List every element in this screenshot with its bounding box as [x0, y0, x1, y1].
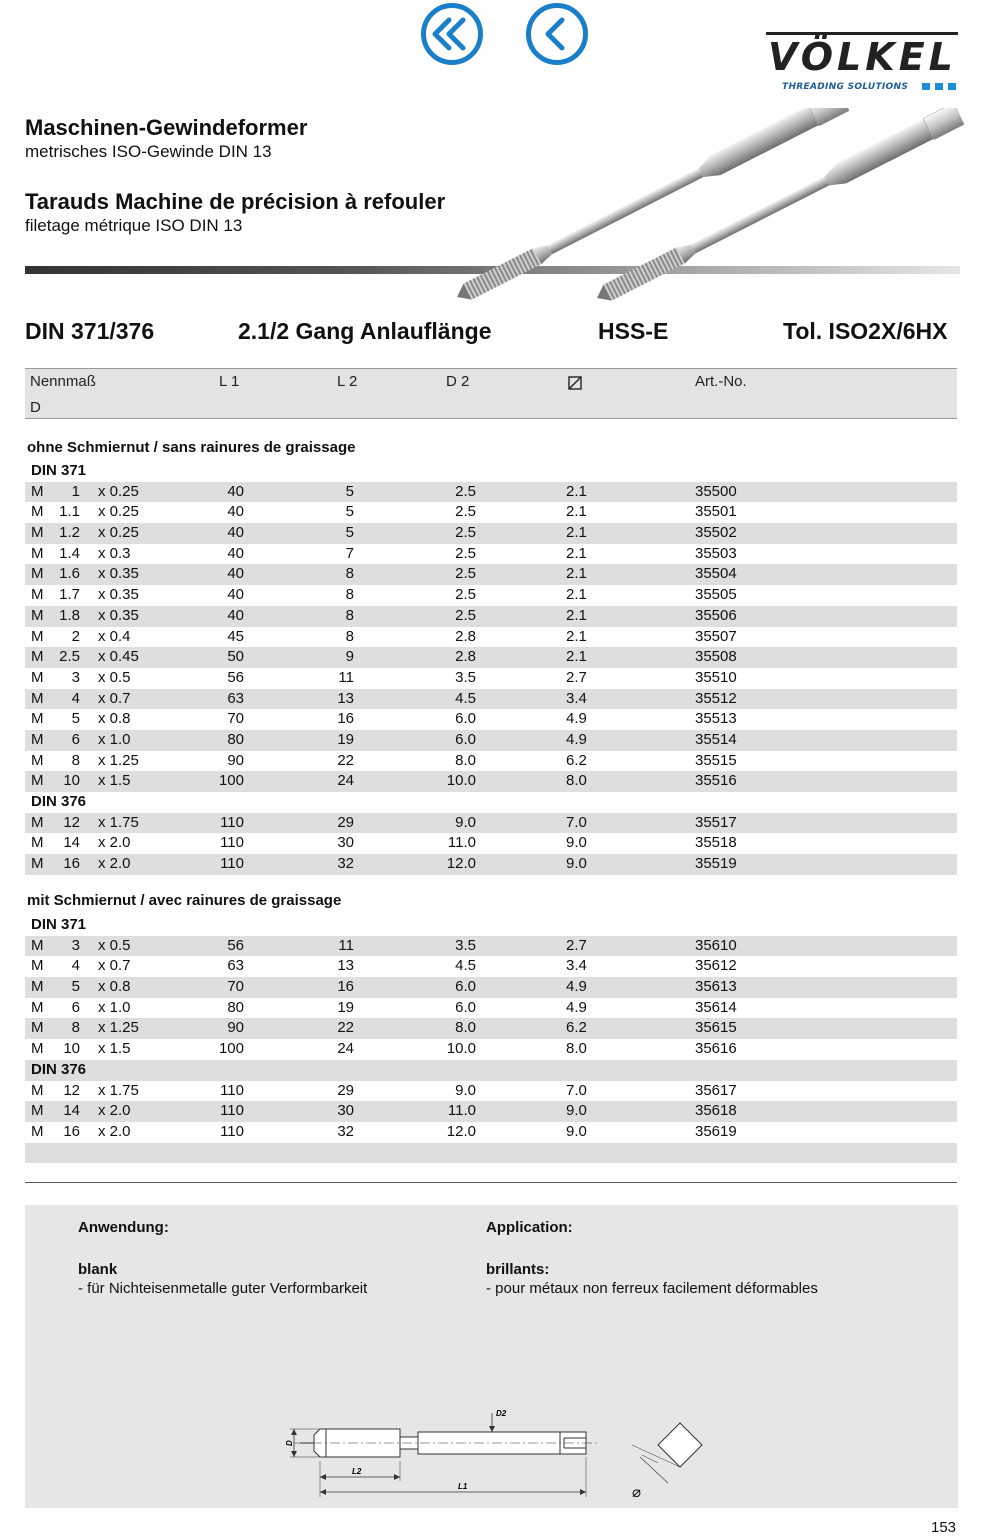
table-row: [25, 668, 957, 689]
cell-art-no: 35617: [695, 1081, 737, 1099]
application-heading-de: Anwendung:: [78, 1219, 169, 1236]
cell-d2: 4.5: [455, 689, 476, 707]
cell-nominal-diameter: 6: [71, 730, 80, 748]
cell-pitch: x 0.45: [98, 648, 139, 666]
cell-thread-prefix: M: [31, 544, 44, 562]
cell-nominal-diameter: 1.2: [59, 524, 80, 542]
cell-pitch: x 1.5: [98, 1040, 131, 1058]
cell-thread-prefix: M: [31, 627, 44, 645]
cell-d2: 6.0: [455, 978, 476, 996]
cell-pitch: x 0.35: [98, 606, 139, 624]
cell-art-no: 35619: [695, 1122, 737, 1140]
cell-thread-prefix: M: [31, 606, 44, 624]
cell-square: 2.7: [566, 936, 587, 954]
application-desc-fr: - pour métaux non ferreux facilement déformables: [486, 1280, 818, 1297]
table-row: [25, 1081, 957, 1102]
table-row: [25, 1018, 957, 1039]
cell-l2: 11: [338, 936, 354, 954]
cell-l1: 80: [227, 730, 244, 748]
chevron-left-icon[interactable]: [525, 2, 589, 66]
cell-l1: 100: [218, 772, 244, 790]
table-row: [25, 1039, 957, 1060]
cell-art-no: 35508: [695, 648, 737, 666]
cell-d2: 11.0: [447, 1102, 476, 1120]
cell-square: 9.0: [566, 1122, 587, 1140]
cell-square: 4.9: [566, 730, 587, 748]
cell-nominal-diameter: 2.5: [59, 648, 80, 666]
cell-l1: 70: [227, 710, 244, 728]
cell-art-no: 35616: [695, 1040, 737, 1058]
cell-l1: 63: [227, 957, 244, 975]
cell-pitch: x 2.0: [98, 1122, 131, 1140]
cell-pitch: x 1.0: [98, 998, 131, 1016]
page-number: 153: [931, 1519, 957, 1536]
logo-wordmark: VÖLKEL: [768, 35, 957, 79]
col-header-art-no: Art.-No.: [695, 373, 747, 390]
application-desc-de: - für Nichteisenmetalle guter Verformbarkeit: [78, 1280, 368, 1297]
cell-nominal-diameter: 1.7: [59, 586, 80, 604]
cell-l1: 80: [227, 998, 244, 1016]
cell-l2: 24: [337, 772, 354, 790]
cell-nominal-diameter: 1.8: [59, 606, 80, 624]
table-row: [25, 502, 957, 523]
cell-pitch: x 2.0: [98, 855, 131, 873]
double-chevron-left-icon[interactable]: [420, 2, 484, 66]
cell-l2: 5: [345, 482, 354, 500]
cell-pitch: x 0.7: [98, 689, 131, 707]
cell-pitch: x 1.75: [98, 813, 139, 831]
cell-pitch: x 2.0: [98, 1102, 131, 1120]
table-section-without-groove: [25, 461, 957, 875]
cell-nominal-diameter: 3: [71, 936, 80, 954]
table-row: [25, 956, 957, 977]
cell-pitch: x 1.5: [98, 772, 131, 790]
cell-l2: 32: [337, 1122, 354, 1140]
table-row: [25, 606, 957, 627]
spec-material: HSS-E: [598, 318, 669, 344]
cell-d2: 2.5: [455, 565, 476, 583]
cell-nominal-diameter: 12: [63, 813, 80, 831]
spec-norm: DIN 371/376: [25, 318, 155, 344]
cell-square: 4.9: [566, 978, 587, 996]
cell-l1: 110: [220, 813, 244, 831]
cell-nominal-diameter: 6: [71, 998, 80, 1016]
cell-pitch: x 0.35: [98, 565, 139, 583]
cell-thread-prefix: M: [31, 978, 44, 996]
divider: [25, 1182, 957, 1183]
cell-square: 7.0: [566, 1081, 587, 1099]
cell-art-no: 35504: [695, 565, 737, 583]
cell-pitch: x 0.25: [98, 524, 139, 542]
cell-d2: 2.5: [455, 524, 476, 542]
cell-nominal-diameter: 8: [71, 1019, 80, 1037]
cell-art-no: 35510: [695, 668, 737, 686]
cell-thread-prefix: M: [31, 1122, 44, 1140]
cell-l1: 63: [227, 689, 244, 707]
cell-l1: 40: [227, 482, 244, 500]
cell-art-no: 35513: [695, 710, 737, 728]
section-title-with-groove: mit Schmiernut / avec rainures de graissage: [27, 892, 342, 909]
cell-l2: 16: [337, 710, 354, 728]
cell-l2: 8: [345, 586, 354, 604]
table-section-with-groove: [25, 915, 957, 1163]
cell-thread-prefix: M: [31, 834, 44, 852]
cell-thread-prefix: M: [31, 668, 44, 686]
cell-d2: 10.0: [446, 1040, 476, 1058]
cell-d2: 2.5: [455, 586, 476, 604]
cell-pitch: x 0.8: [98, 978, 131, 996]
cell-thread-prefix: M: [31, 1081, 44, 1099]
page-subtitle-fr: filetage métrique ISO DIN 13: [25, 216, 243, 235]
cell-l1: 50: [227, 648, 244, 666]
cell-art-no: 35519: [695, 855, 737, 873]
cell-thread-prefix: M: [31, 648, 44, 666]
cell-l2: 30: [337, 834, 354, 852]
cell-art-no: 35503: [695, 544, 737, 562]
cell-pitch: x 0.35: [98, 586, 139, 604]
cell-art-no: 35501: [695, 503, 737, 521]
cell-square: 2.1: [566, 648, 587, 666]
dim-label-l1: L1: [458, 1482, 468, 1491]
cell-l1: 40: [227, 544, 244, 562]
cell-art-no: 35506: [695, 606, 737, 624]
cell-l2: 5: [345, 503, 354, 521]
dim-label-l2: L2: [352, 1467, 362, 1476]
cell-square: 7.0: [566, 813, 587, 831]
cell-d2: 10.0: [446, 772, 476, 790]
group-label: DIN 376: [31, 793, 87, 810]
cell-l2: 29: [337, 1081, 354, 1099]
table-row: [25, 647, 957, 668]
cell-l1: 40: [227, 586, 244, 604]
table-row: [25, 1101, 957, 1122]
cell-l1: 40: [227, 524, 244, 542]
cell-nominal-diameter: 14: [63, 1102, 80, 1120]
cell-square: 6.2: [566, 1019, 587, 1037]
cell-art-no: 35618: [695, 1102, 737, 1120]
cell-square: 6.2: [566, 751, 587, 769]
col-header-l2: L 2: [337, 373, 358, 390]
cell-nominal-diameter: 16: [63, 855, 80, 873]
cell-square: 2.1: [566, 565, 587, 583]
cell-square: 2.1: [566, 627, 587, 645]
section-title-without-groove: ohne Schmiernut / sans rainures de graissage: [27, 439, 356, 456]
cell-square: 2.1: [566, 524, 587, 542]
table-row: [25, 564, 957, 585]
application-type-fr: brillants:: [486, 1261, 550, 1278]
cell-d2: 11.0: [447, 834, 476, 852]
cell-d2: 2.5: [455, 482, 476, 500]
cell-l1: 45: [227, 627, 244, 645]
cell-nominal-diameter: 5: [71, 710, 80, 728]
cell-nominal-diameter: 8: [71, 751, 80, 769]
cell-thread-prefix: M: [31, 751, 44, 769]
cell-art-no: 35615: [695, 1019, 737, 1037]
cell-pitch: x 0.3: [98, 544, 131, 562]
spec-chamfer: 2.1/2 Gang Anlauflänge: [238, 318, 492, 344]
table-row: [25, 977, 957, 998]
cell-d2: 9.0: [455, 1081, 476, 1099]
cell-art-no: 35502: [695, 524, 737, 542]
cell-pitch: x 0.25: [98, 503, 139, 521]
cell-l1: 110: [220, 1122, 244, 1140]
cell-art-no: 35515: [695, 751, 737, 769]
group-row-din-371: [25, 461, 957, 482]
cell-pitch: x 0.4: [98, 627, 131, 645]
cell-pitch: x 2.0: [98, 834, 131, 852]
cell-l1: 110: [220, 855, 244, 873]
cell-pitch: x 0.5: [98, 668, 131, 686]
cell-l2: 13: [337, 957, 354, 975]
cell-square: 8.0: [566, 1040, 587, 1058]
cell-l1: 90: [227, 1019, 244, 1037]
table-row: [25, 689, 957, 710]
dim-label-d2: D2: [496, 1409, 507, 1418]
cell-d2: 4.5: [455, 957, 476, 975]
cell-nominal-diameter: 10: [63, 1040, 80, 1058]
cell-art-no: 35614: [695, 998, 737, 1016]
group-row-din-371: [25, 915, 957, 936]
cell-l2: 7: [345, 544, 354, 562]
cell-pitch: x 1.25: [98, 751, 139, 769]
table-row: [25, 813, 957, 834]
table-end-row: [25, 1143, 957, 1164]
cell-d2: 6.0: [455, 710, 476, 728]
cell-d2: 12.0: [446, 1122, 476, 1140]
cell-l2: 29: [337, 813, 354, 831]
cell-nominal-diameter: 4: [71, 957, 80, 975]
cell-nominal-diameter: 10: [63, 772, 80, 790]
cell-thread-prefix: M: [31, 689, 44, 707]
logo-square: [935, 83, 943, 90]
cell-pitch: x 0.5: [98, 936, 131, 954]
logo-tagline: THREADING SOLUTIONS: [782, 82, 909, 92]
table-row: [25, 544, 957, 565]
cell-thread-prefix: M: [31, 482, 44, 500]
col-header-nominal: Nennmaß: [30, 373, 96, 390]
cell-pitch: x 0.25: [98, 482, 139, 500]
cell-square: 9.0: [566, 834, 587, 852]
cell-thread-prefix: M: [31, 1040, 44, 1058]
technical-drawing: [280, 1405, 720, 1505]
cell-nominal-diameter: 4: [71, 689, 80, 707]
cell-nominal-diameter: 5: [71, 978, 80, 996]
cell-nominal-diameter: 1.1: [59, 503, 80, 521]
cell-nominal-diameter: 1.6: [59, 565, 80, 583]
cell-d2: 6.0: [455, 730, 476, 748]
cell-nominal-diameter: 16: [63, 1122, 80, 1140]
cell-l1: 56: [227, 936, 244, 954]
col-header-nominal-d: D: [30, 399, 41, 416]
cell-l2: 19: [337, 730, 354, 748]
cell-thread-prefix: M: [31, 772, 44, 790]
cell-l1: 56: [227, 668, 244, 686]
cell-thread-prefix: M: [31, 998, 44, 1016]
cell-l2: 16: [337, 978, 354, 996]
table-row: [25, 730, 957, 751]
table-row: [25, 998, 957, 1019]
cell-l1: 40: [227, 565, 244, 583]
cell-d2: 3.5: [455, 936, 476, 954]
table-row: [25, 627, 957, 648]
cell-nominal-diameter: 1: [71, 482, 80, 500]
logo-square: [948, 83, 956, 90]
cell-d2: 8.0: [455, 751, 476, 769]
col-header-d2: D 2: [446, 373, 470, 390]
cell-l2: 9: [345, 648, 354, 666]
cell-d2: 2.5: [455, 544, 476, 562]
table-row: [25, 585, 957, 606]
page-title-fr: Tarauds Machine de précision à refouler: [25, 189, 446, 214]
cell-pitch: x 0.7: [98, 957, 131, 975]
cell-square: 8.0: [566, 772, 587, 790]
cell-art-no: 35507: [695, 627, 737, 645]
cell-pitch: x 1.25: [98, 1019, 139, 1037]
cell-square: 3.4: [566, 957, 587, 975]
cell-thread-prefix: M: [31, 855, 44, 873]
cell-thread-prefix: M: [31, 936, 44, 954]
cell-d2: 2.8: [455, 648, 476, 666]
cell-d2: 3.5: [455, 668, 476, 686]
cell-pitch: x 0.8: [98, 710, 131, 728]
table-row: [25, 709, 957, 730]
cell-l2: 11: [338, 668, 354, 686]
cell-square: 3.4: [566, 689, 587, 707]
group-row-din-376: [25, 792, 957, 813]
table-row: [25, 523, 957, 544]
application-heading-fr: Application:: [486, 1219, 573, 1236]
cell-thread-prefix: M: [31, 1019, 44, 1037]
logo-square: [922, 83, 930, 90]
cell-d2: 12.0: [446, 855, 476, 873]
cell-nominal-diameter: 12: [63, 1081, 80, 1099]
cell-pitch: x 1.0: [98, 730, 131, 748]
table-row: [25, 771, 957, 792]
cell-square: 4.9: [566, 710, 587, 728]
cell-l2: 8: [345, 606, 354, 624]
spec-tolerance: Tol. ISO2X/6HX: [783, 318, 948, 344]
cell-art-no: 35517: [695, 813, 737, 831]
cell-square: 9.0: [566, 1102, 587, 1120]
cell-l1: 70: [227, 978, 244, 996]
cell-l1: 110: [220, 834, 244, 852]
cell-d2: 8.0: [455, 1019, 476, 1037]
table-row: [25, 751, 957, 772]
cell-l1: 40: [227, 606, 244, 624]
cell-art-no: 35612: [695, 957, 737, 975]
cell-square: 2.7: [566, 668, 587, 686]
cell-thread-prefix: M: [31, 524, 44, 542]
dim-label-d: D: [285, 1440, 294, 1446]
cell-d2: 2.5: [455, 503, 476, 521]
cell-l1: 110: [220, 1102, 244, 1120]
cell-art-no: 35500: [695, 482, 737, 500]
cell-thread-prefix: M: [31, 503, 44, 521]
group-row-din-376: [25, 1060, 957, 1081]
page-subtitle-de: metrisches ISO-Gewinde DIN 13: [25, 142, 272, 161]
cell-square: 4.9: [566, 998, 587, 1016]
cell-nominal-diameter: 3: [71, 668, 80, 686]
square-diagonal-icon: [568, 376, 582, 390]
group-label: DIN 371: [31, 916, 87, 933]
cell-art-no: 35512: [695, 689, 737, 707]
cell-art-no: 35518: [695, 834, 737, 852]
cell-l2: 32: [337, 855, 354, 873]
voelkel-logo: [766, 30, 960, 94]
cell-art-no: 35613: [695, 978, 737, 996]
cell-art-no: 35516: [695, 772, 737, 790]
table-header: [25, 368, 957, 419]
cell-thread-prefix: M: [31, 1102, 44, 1120]
table-row: [25, 936, 957, 957]
cell-l1: 40: [227, 503, 244, 521]
cell-square: 2.1: [566, 606, 587, 624]
cell-l2: 24: [337, 1040, 354, 1058]
cell-nominal-diameter: 1.4: [59, 544, 80, 562]
square-size-symbol: ⌀: [632, 1483, 642, 1501]
cell-square: 9.0: [566, 855, 587, 873]
cell-square: 2.1: [566, 586, 587, 604]
cell-pitch: x 1.75: [98, 1081, 139, 1099]
cell-nominal-diameter: 2: [71, 627, 80, 645]
group-label: DIN 371: [31, 462, 87, 479]
cell-d2: 6.0: [455, 998, 476, 1016]
cell-art-no: 35505: [695, 586, 737, 604]
table-row: [25, 833, 957, 854]
cell-l2: 8: [345, 627, 354, 645]
table-row: [25, 854, 957, 875]
cell-d2: 2.5: [455, 606, 476, 624]
cell-l2: 19: [337, 998, 354, 1016]
cell-d2: 2.8: [455, 627, 476, 645]
cell-art-no: 35610: [695, 936, 737, 954]
col-header-l1: L 1: [219, 373, 240, 390]
page-title-de: Maschinen-Gewindeformer: [25, 115, 308, 140]
cell-square: 2.1: [566, 544, 587, 562]
cell-thread-prefix: M: [31, 565, 44, 583]
cell-thread-prefix: M: [31, 730, 44, 748]
table-row: [25, 482, 957, 503]
cell-l1: 100: [218, 1040, 244, 1058]
cell-art-no: 35514: [695, 730, 737, 748]
table-row: [25, 1122, 957, 1143]
cell-l2: 30: [337, 1102, 354, 1120]
cell-nominal-diameter: 14: [63, 834, 80, 852]
application-type-de: blank: [78, 1261, 118, 1278]
cell-thread-prefix: M: [31, 957, 44, 975]
cell-square: 2.1: [566, 503, 587, 521]
cell-thread-prefix: M: [31, 710, 44, 728]
cell-l2: 5: [345, 524, 354, 542]
thread-former-tools-image: [455, 108, 965, 304]
cell-l2: 8: [345, 565, 354, 583]
cell-thread-prefix: M: [31, 586, 44, 604]
group-label: DIN 376: [31, 1060, 87, 1078]
cell-square: 2.1: [566, 482, 587, 500]
cell-d2: 9.0: [455, 813, 476, 831]
cell-l2: 22: [337, 751, 354, 769]
cell-l2: 13: [337, 689, 354, 707]
cell-l1: 90: [227, 751, 244, 769]
cell-l2: 22: [337, 1019, 354, 1037]
cell-thread-prefix: M: [31, 813, 44, 831]
cell-l1: 110: [220, 1081, 244, 1099]
